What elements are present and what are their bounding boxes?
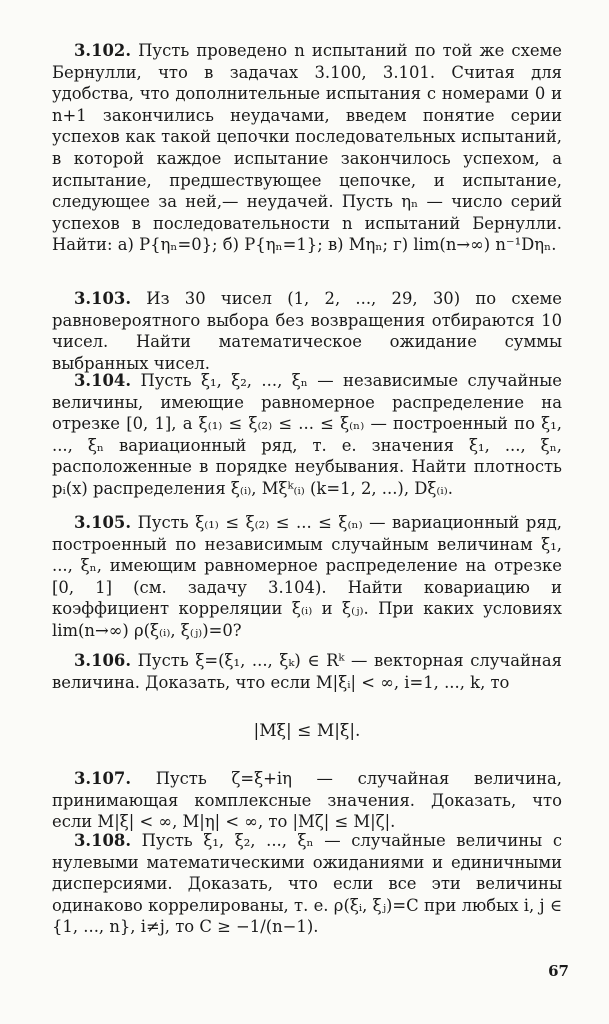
- problem-3-107: [52, 768, 562, 833]
- problem-text: Пусть ξ=(ξ₁, ..., ξₖ) ∈ Rᵏ — векторная случайная величина. Доказать, что если M|ξᵢ| < ∞, i=1, ..., k, то: [52, 651, 563, 692]
- problem-3-108: [52, 830, 562, 938]
- problem-3-105: [52, 512, 562, 642]
- problem-text: Пусть ζ=ξ+iη — случайная величина, принимающая комплексные значения. Доказать, что если M|ξ| < ∞, M|η| < ∞, то |Mζ| ≤ M|ζ|.: [52, 769, 562, 832]
- problem-text: Пусть ξ₁, ξ₂, ..., ξₙ — случайные величины с нулевыми математическими ожиданиями и единичными дисперсиями. Доказать, что если все эти величины одинаково коррелированы, т. е. ρ(ξᵢ, ξⱼ)=C при любых i, j ∈ {1, ..., n}, i≠j, то C ≥ −1/(n−1).: [52, 831, 562, 937]
- problem-text: Пусть ξ₍₁₎ ≤ ξ₍₂₎ ≤ ... ≤ ξ₍ₙ₎ — вариационный ряд, построенный по независимым случайным величинам ξ₁, ..., ξₙ, имеющим равномерное распределение на отрезке [0, 1] (см. задачу 3.104). Найти ковариацию и коэффициент корреляции ξ₍ᵢ₎ и ξ₍ⱼ₎. При каких условиях lim(n→∞) ρ(ξ₍ᵢ₎, ξ₍ⱼ₎)=0?: [52, 513, 563, 640]
- problem-3-104: [52, 370, 562, 500]
- problem-number: 3.108.: [74, 831, 132, 850]
- problem-number: 3.104.: [74, 371, 132, 390]
- problem-text: Пусть проведено n испытаний по той же схеме Бернулли, что в задачах 3.100, 3.101. Считая для удобства, что дополнительные испытания с номерами 0 и n+1 закончились неудачами, введем понятие серии успехов как такой цепочки последовательных испытаний, в которой каждое испытание закончилось успехом, а испытание, предшествующее цепочке, и испытание, следующее за ней,— неудачей. Пусть ηₙ — число серий успехов в последовательности n испытаний Бернулли. Найти: а) P{ηₙ=0}; б) P{ηₙ=1}; в) Mηₙ; г) lim(n→∞) n⁻¹Dηₙ.: [52, 41, 562, 255]
- problem-3-106: [52, 650, 562, 693]
- problem-text: Из 30 чисел (1, 2, ..., 29, 30) по схеме равновероятного выбора без возвращения отбираются 10 чисел. Найти математическое ожидание суммы выбранных чисел.: [52, 289, 562, 373]
- problem-number: 3.105.: [74, 513, 132, 532]
- problem-3-102: [52, 40, 562, 256]
- page-number: 67: [548, 962, 569, 980]
- problem-number: 3.102.: [74, 41, 132, 60]
- problem-number: 3.103.: [74, 289, 132, 308]
- problem-number: 3.107.: [74, 769, 132, 788]
- problem-text: Пусть ξ₁, ξ₂, ..., ξₙ — независимые случайные величины, имеющие равномерное распределение на отрезке [0, 1], а ξ₍₁₎ ≤ ξ₍₂₎ ≤ ... ≤ ξ₍ₙ₎ — построенный по ξ₁, ..., ξₙ вариационный ряд, т. е. значения ξ₁, ..., ξₙ, расположенные в порядке неубывания. Найти плотность pᵢ(x) распределения ξ₍ᵢ₎, Mξᵏ₍ᵢ₎ (k=1, 2, ...), Dξ₍ᵢ₎.: [52, 371, 562, 498]
- problem-3-103: [52, 288, 562, 374]
- display-formula: |Mξ| ≤ M|ξ|.: [253, 721, 361, 741]
- problem-number: 3.106.: [74, 651, 132, 670]
